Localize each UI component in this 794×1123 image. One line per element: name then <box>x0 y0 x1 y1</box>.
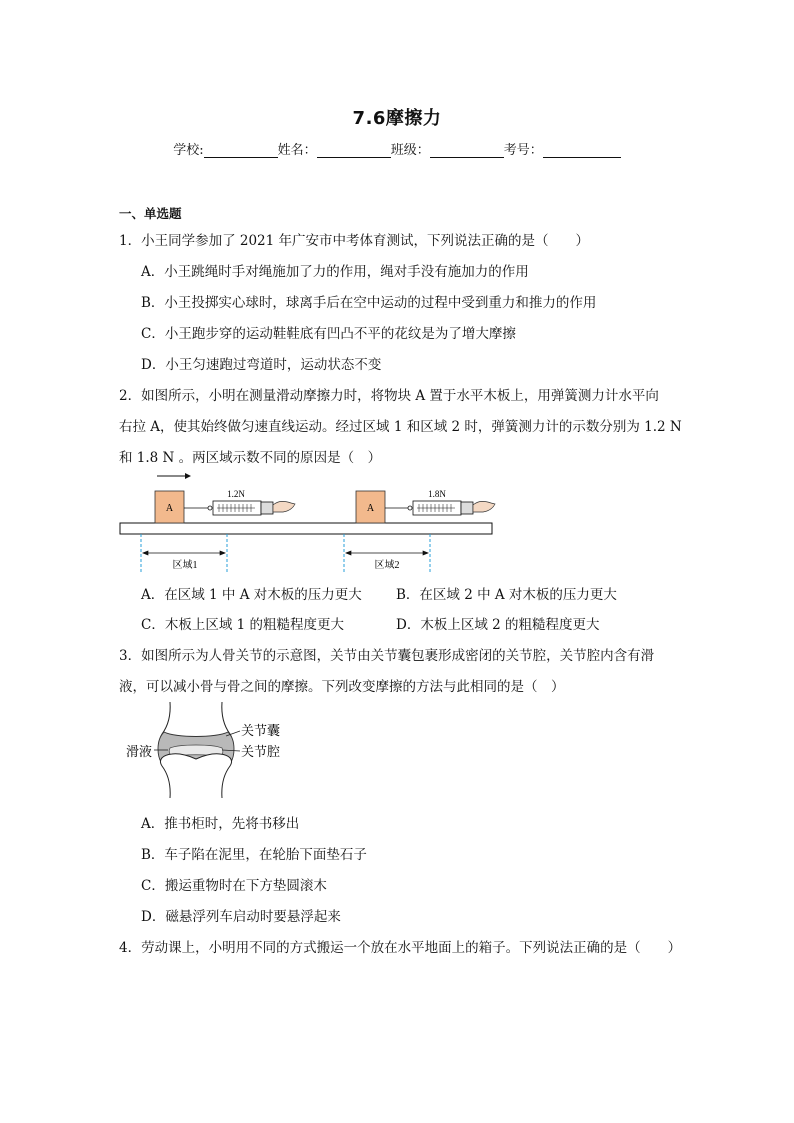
block-a-zone2-label: A <box>366 503 375 514</box>
spring-scale-zone2 <box>385 501 473 515</box>
hand-zone2-icon <box>473 501 495 512</box>
class-label: 班级： <box>390 143 430 158</box>
friction-experiment-figure <box>115 470 500 575</box>
block-a-zone1-label: A <box>165 503 174 514</box>
q3-option-c: C．搬运重物时在下方垫圆滚木 <box>141 878 327 894</box>
wooden-board <box>120 523 492 534</box>
q1-option-c: C．小王跑步穿的运动鞋鞋底有凹凸不平的花纹是为了增大摩擦 <box>141 326 516 342</box>
class-blank <box>430 143 504 158</box>
q1-stem: 1．小王同学参加了 2021 年广安市中考体育测试，下列说法正确的是（ ） <box>119 233 590 249</box>
reading-zone2: 1.8N <box>428 489 446 499</box>
q4-stem: 4．劳动课上，小明用不同的方式搬运一个放在水平地面上的箱子。下列说法正确的是（ ） <box>119 940 682 956</box>
q1-option-b: B．小王投掷实心球时，球离手后在空中运动的过程中受到重力和推力的作用 <box>141 295 597 311</box>
q3-stem-line2: 液，可以减小骨与骨之间的摩擦。下列改变摩擦的方法与此相同的是（ ） <box>119 679 565 695</box>
joint-diagram <box>126 702 300 798</box>
name-blank <box>317 143 391 158</box>
name-label: 姓名： <box>277 143 317 158</box>
q2-option-a: A．在区域 1 中 A 对木板的压力更大 <box>141 587 362 603</box>
q2-stem-line3: 和 1.8 N 。两区域示数不同的原因是（ ） <box>119 450 382 466</box>
q2-option-c: C．木板上区域 1 的粗糙程度更大 <box>141 617 345 633</box>
q3-stem-line1: 3．如图所示为人骨关节的示意图，关节由关节囊包裹形成密闭的关节腔，关节腔内含有滑 <box>119 648 655 664</box>
q3-option-b: B．车子陷在泥里，在轮胎下面垫石子 <box>141 847 367 863</box>
school-blank <box>204 143 278 158</box>
q1-option-a: A．小王跳绳时手对绳施加了力的作用，绳对手没有施加力的作用 <box>141 264 529 280</box>
q2-option-d: D．木板上区域 2 的粗糙程度更大 <box>396 617 600 633</box>
hand-zone1-icon <box>273 501 295 512</box>
section-title: 一、单选题 <box>119 206 182 221</box>
q1-option-d: D．小王匀速跑过弯道时，运动状态不变 <box>141 357 382 373</box>
q2-option-b: B．在区域 2 中 A 对木板的压力更大 <box>396 587 617 603</box>
label-capsule: 关节囊 <box>241 723 281 738</box>
student-info-line <box>0 139 794 158</box>
label-fluid: 滑液 <box>126 744 153 759</box>
page-title: 7.6摩擦力 <box>352 108 442 129</box>
school-label: 学校: <box>173 143 204 158</box>
exam-no-label: 考号： <box>503 143 543 158</box>
lower-bone-icon <box>160 754 231 798</box>
motion-arrow-icon <box>157 473 191 479</box>
q3-option-a: A．推书柜时，先将书移出 <box>141 816 300 832</box>
zone-arrows <box>143 551 428 555</box>
q3-option-d: D．磁悬浮列车启动时要悬浮起来 <box>141 909 341 925</box>
zone2-label: 区域2 <box>374 560 400 571</box>
q2-stem-line2: 右拉 A，使其始终做匀速直线运动。经过区域 1 和区域 2 时，弹簧测力计的示数分别为 1.2 N <box>119 419 682 435</box>
label-cavity: 关节腔 <box>241 744 281 759</box>
q2-stem-line1: 2．如图所示，小明在测量滑动摩擦力时，将物块 A 置于水平木板上，用弹簧测力计水平向 <box>119 388 659 404</box>
reading-zone1: 1.2N <box>227 489 245 499</box>
zone1-label: 区域1 <box>172 560 198 571</box>
spring-scale-zone1 <box>184 501 273 515</box>
exam-no-blank <box>543 143 621 158</box>
